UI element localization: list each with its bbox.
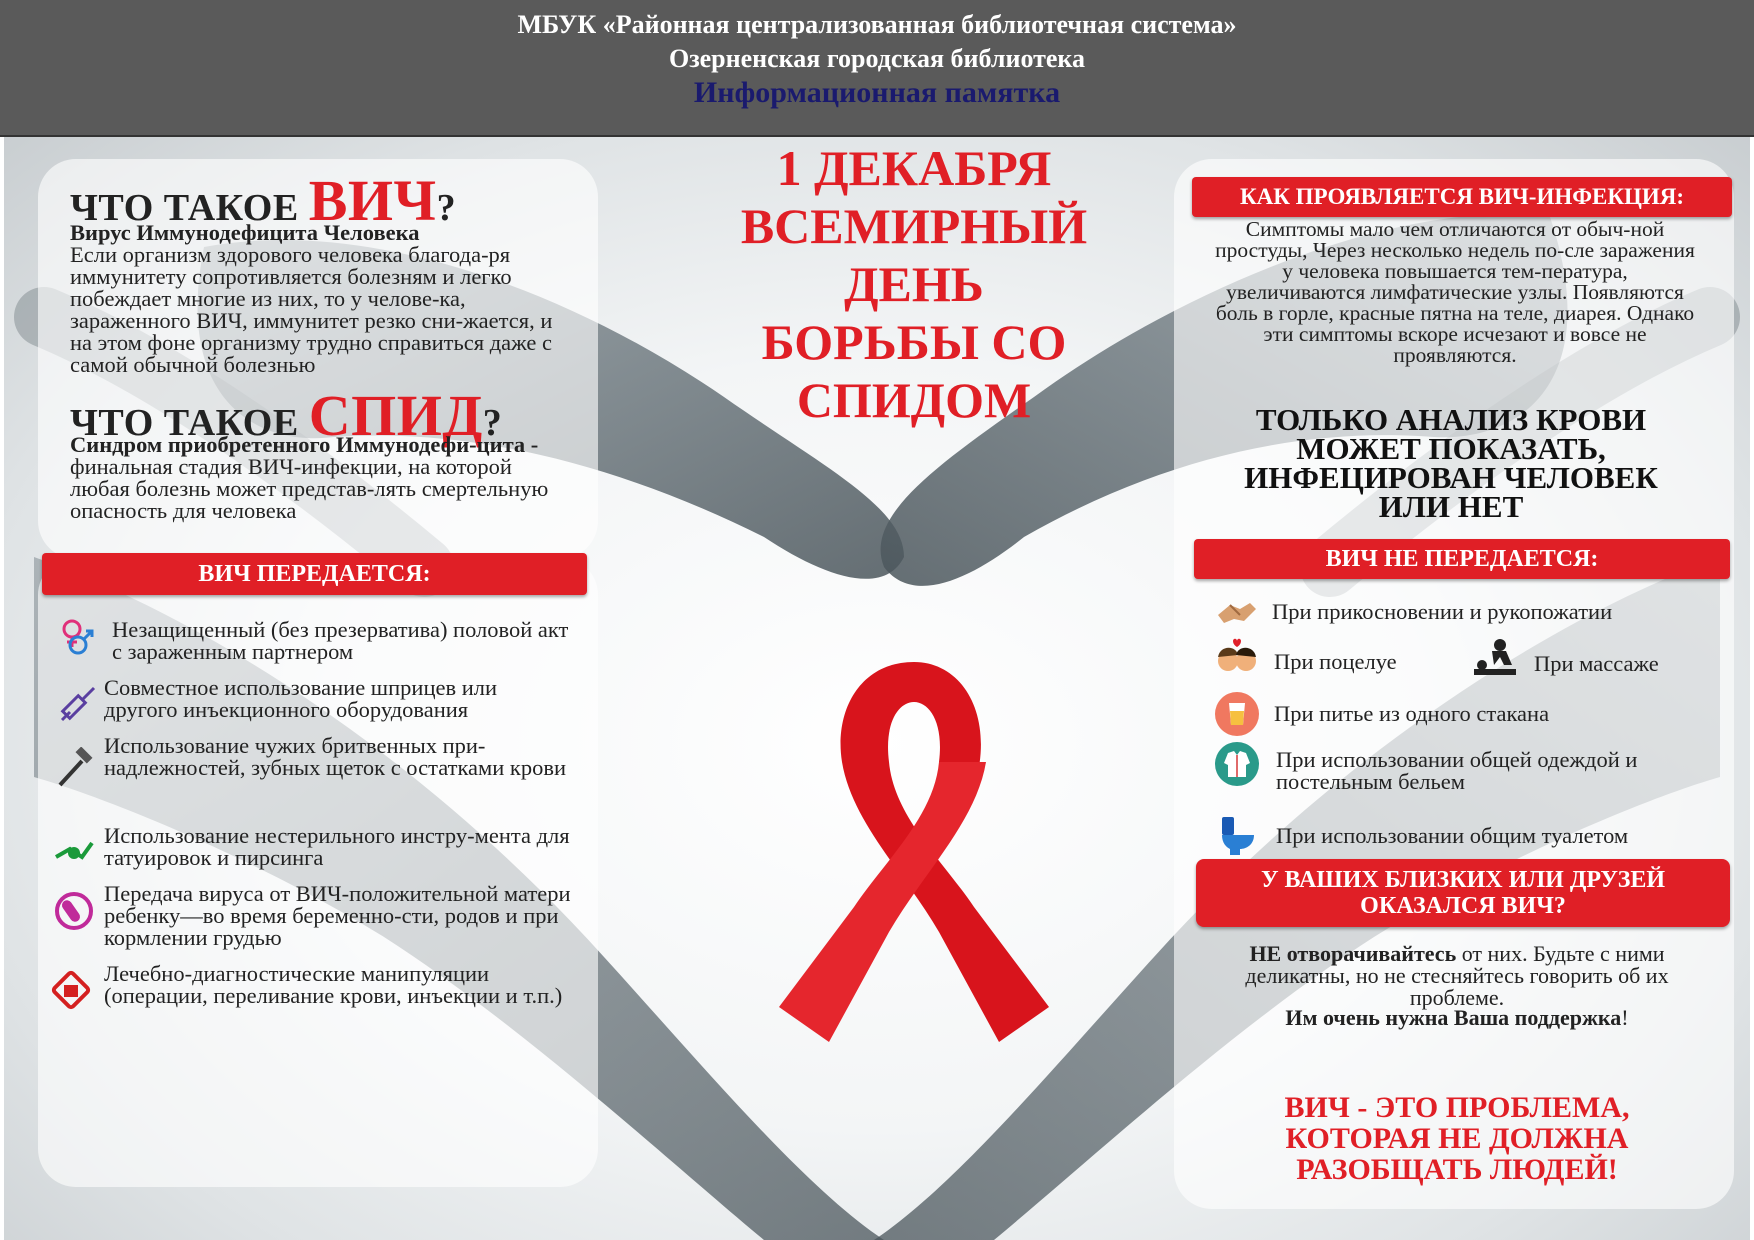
not-transmitted-clothes: При использовании общей одеждой и постельным бельем: [1276, 747, 1638, 794]
aids-term: Синдром приобретенного Иммунодефи-цита -: [70, 432, 539, 457]
friends-support-mark: !: [1621, 1005, 1629, 1030]
razor-icon: [52, 747, 96, 791]
header-banner: [0, 0, 1754, 137]
event-title-line-1: 1 ДЕКАБРЯ: [776, 140, 1052, 196]
symptoms-text: Симптомы мало чем отличаются от обыч-ной простуды, Через несколько недель по-сле заражения у человека повышается тем-пература, увеличиваются лимфатические узлы. Появляются боль в горле, красные пятна на теле, диарея. Однако эти симптомы вскоре исчезают и вовсе не проявляются.: [1215, 217, 1695, 367]
header-subtitle: Информационная памятка: [693, 76, 1061, 109]
header-organization: МБУК «Районная централизованная библиотечная система»: [517, 10, 1237, 39]
not-transmitted-handshake: При прикосновении и рукопожатии: [1272, 599, 1613, 624]
transmitted-item-2: Совместное использование шприцев или другого инъекционного оборудования: [104, 675, 498, 722]
not-transmitted-title: ВИЧ НЕ ПЕРЕДАЕТСЯ:: [1194, 539, 1730, 579]
glass-icon: [1214, 691, 1260, 737]
red-ribbon-icon: [764, 642, 1064, 1062]
toilet-icon: [1214, 813, 1260, 859]
not-transmitted-kiss: При поцелуе: [1274, 649, 1397, 674]
aids-question-word: СПИД: [308, 383, 483, 448]
aids-question-suffix: ?: [482, 402, 503, 444]
not-transmitted-glass: При питье из одного стакана: [1274, 701, 1550, 726]
blood-test-statement: ТОЛЬКО АНАЛИЗ КРОВИ МОЖЕТ ПОКАЗАТЬ, ИНФЕЦИРОВАН ЧЕЛОВЕК ИЛИ НЕТ: [1244, 402, 1658, 524]
kiss-icon: [1214, 637, 1260, 683]
hiv-question-prefix: ЧТО ТАКОЕ: [70, 187, 309, 229]
symptoms-title: КАК ПРОЯВЛЯЕТСЯ ВИЧ-ИНФЕКЦИЯ:: [1192, 177, 1732, 217]
not-transmitted-toilet: При использовании общим туалетом: [1276, 823, 1629, 848]
clothes-icon: [1214, 741, 1260, 787]
transmitted-item-3: Использование чужих бритвенных при-надлежностей, зубных щеток с остатками крови: [104, 733, 567, 780]
friends-support-bold: Им очень нужна Ваша поддержка: [1285, 1005, 1622, 1030]
friends-support: [1212, 1007, 1702, 1029]
gender-symbols-icon: [56, 615, 100, 659]
pregnancy-icon: [52, 889, 96, 933]
transmitted-item-5: Передача вируса от ВИЧ-положительной матери ребенку—во время беременно-сти, родов и при кормлении грудью: [104, 881, 571, 950]
hiv-question-suffix: ?: [436, 187, 457, 229]
transmitted-item-4: Использование нестерильного инстру-мента для татуировок и пирсинга: [104, 823, 570, 870]
not-transmitted-massage: При массаже: [1534, 651, 1659, 676]
massage-icon: [1472, 637, 1518, 683]
hiv-definition: [70, 222, 570, 376]
event-title-line-5: СПИДОМ: [796, 372, 1032, 428]
header-library: Озерненская городская библиотека: [668, 44, 1086, 73]
hiv-question-word: ВИЧ: [308, 168, 437, 233]
event-title: [664, 139, 1164, 429]
aids-text: финальная стадия ВИЧ-инфекции, на которой любая болезнь может представ-лять смертельную опасность для человека: [70, 454, 549, 523]
hiv-term: Вирус Иммунодефицита Человека: [70, 220, 420, 245]
aids-definition: [70, 434, 570, 522]
friends-title: У ВАШИХ БЛИЗКИХ ИЛИ ДРУЗЕЙ ОКАЗАЛСЯ ВИЧ?: [1196, 859, 1730, 927]
hiv-text: Если организм здорового человека благода-ря иммунитету сопротивляется болезням и легко побеждает многие из них, то у челове-ка, зараженного ВИЧ, иммунитет резко сни-жается, и на этом фоне организму трудно справиться даже с самой обычной болезнью: [70, 242, 553, 377]
closing-slogan: ВИЧ - ЭТО ПРОБЛЕМА, КОТОРАЯ НЕ ДОЛЖНА РАЗОБЩАТЬ ЛЮДЕЙ!: [1284, 1091, 1630, 1186]
transmitted-item-6: Лечебно-диагностические манипуляции (операции, переливание крови, инъекции и т.п.): [104, 961, 563, 1008]
friends-advice: [1212, 943, 1702, 1009]
event-title-line-2: ВСЕМИРНЫЙ: [740, 198, 1088, 254]
event-title-line-3: ДЕНЬ: [844, 256, 984, 312]
aids-question-prefix: ЧТО ТАКОЕ: [70, 402, 309, 444]
tattoo-machine-icon: [52, 827, 96, 871]
syringe-icon: [56, 682, 100, 726]
poster: [4, 137, 1750, 1240]
transmitted-title: ВИЧ ПЕРЕДАЕТСЯ:: [42, 553, 587, 595]
friends-advice-bold: НЕ отворачивайтесь: [1249, 941, 1457, 966]
friends-advice-text: от них. Будьте с ними деликатны, но не стесняйтесь говорить об их проблеме.: [1245, 941, 1669, 1010]
event-title-line-4: БОРЬБЫ СО: [761, 314, 1067, 370]
handshake-icon: [1214, 589, 1260, 635]
blood-bag-icon: [50, 969, 94, 1013]
transmitted-item-1: Незащищенный (без презерватива) половой акт с зараженным партнером: [112, 617, 569, 664]
